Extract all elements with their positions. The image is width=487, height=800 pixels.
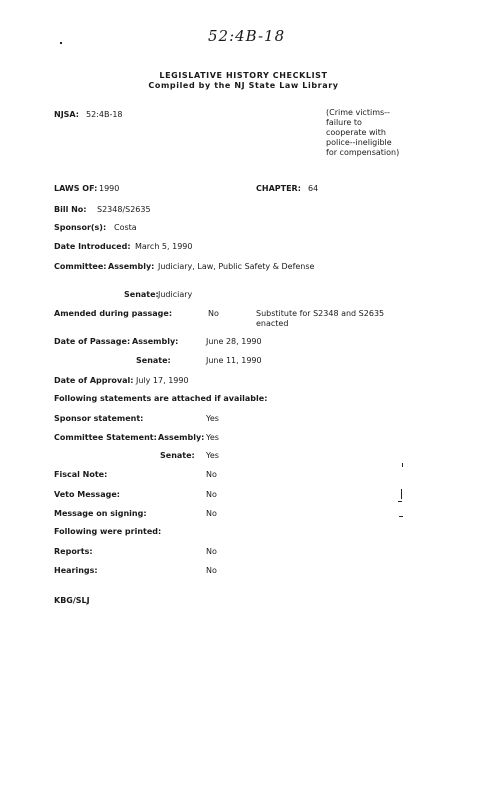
amended-value: No [208,309,219,318]
fiscal-note-label: Fiscal Note: [54,470,108,479]
subject-note: (Crime victims-- failure to cooperate with police--ineligible for compensation) [326,108,400,157]
veto-value: No [206,490,217,499]
veto-label: Veto Message: [54,490,120,499]
message-signing-label: Message on signing: [54,509,147,518]
chapter-label: CHAPTER: [256,184,301,193]
fiscal-note-value: No [206,470,217,479]
hearings-value: No [206,566,217,575]
committee-statement-label: Committee Statement: [54,433,157,442]
scan-mark [401,489,402,499]
committee-senate-value: Judiciary [158,290,193,299]
initials: KBG/SLJ [54,596,90,605]
passage-senate-value: June 11, 1990 [206,356,262,365]
sponsors-label: Sponsor(s): [54,223,107,232]
bill-label: Bill No: [54,205,87,214]
approval-value: July 17, 1990 [136,376,189,385]
checklist-subtitle: Compiled by the NJ State Law Library [148,81,339,90]
introduced-value: March 5, 1990 [135,242,193,251]
committee-senate-label: Senate: [124,290,159,299]
committee-label: Committee: [54,262,107,271]
laws-value: 1990 [99,184,120,193]
committee-assembly-label: Assembly: [108,262,155,271]
committee-statement-assembly-label: Assembly: [158,433,205,442]
passage-label: Date of Passage: [54,337,131,346]
bill-value: S2348/S2635 [97,205,151,214]
amended-note: Substitute for S2348 and S2635 enacted [256,309,385,328]
amended-label: Amended during passage: [54,309,173,318]
hearings-label: Hearings: [54,566,98,575]
committee-statement-senate-value: Yes [206,451,219,460]
sponsor-statement-value: Yes [206,414,219,423]
sponsors-value: Costa [114,223,137,232]
handwritten-citation: 52:4B-18 [208,27,286,45]
message-signing-value: No [206,509,217,518]
scan-mark [398,501,402,502]
njsa-value: 52:4B-18 [86,110,123,119]
passage-assembly-value: June 28, 1990 [206,337,262,346]
committee-statement-assembly-value: Yes [206,433,219,442]
njsa-label: NJSA: [54,110,79,119]
checklist-title: LEGISLATIVE HISTORY CHECKLIST [159,71,328,80]
scan-mark [402,463,403,467]
scan-mark [399,516,403,517]
reports-label: Reports: [54,547,93,556]
sponsor-statement-label: Sponsor statement: [54,414,144,423]
speck-mark [60,42,62,44]
laws-label: LAWS OF: [54,184,98,193]
passage-senate-label: Senate: [136,356,171,365]
committee-statement-senate-label: Senate: [160,451,195,460]
committee-assembly-value: Judiciary, Law, Public Safety & Defense [158,262,315,271]
statements-heading: Following statements are attached if available: [54,394,268,403]
chapter-value: 64 [308,184,319,193]
reports-value: No [206,547,217,556]
printed-heading: Following were printed: [54,527,162,536]
passage-assembly-label: Assembly: [132,337,179,346]
approval-label: Date of Approval: [54,376,134,385]
introduced-label: Date Introduced: [54,242,131,251]
